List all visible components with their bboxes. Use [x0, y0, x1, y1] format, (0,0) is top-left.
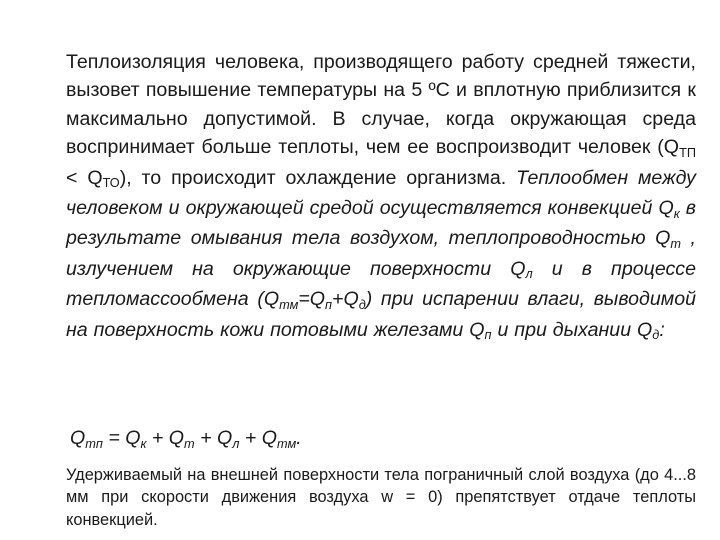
text-run: , излучением на окружающие поверхности Q [66, 227, 696, 280]
formula-term: . [296, 427, 302, 449]
formula-term: + Q [146, 427, 185, 449]
text-run: Теплообмен между человеком и окружающей средой осуществляется конвекцией Q [66, 166, 696, 220]
subscript: тм [277, 435, 297, 451]
subscript: л [232, 435, 240, 451]
text-run: Теплоизоляция человека, производящего работу средней тяжести, вызовет повышение температуры на 5 ºС и вплотную приблизится к максимально допустимой. В случае, когда окружающая среда воспринимает больше теплоты, чем ее воспроизводит человек (Q [66, 51, 696, 159]
subscript: л [525, 266, 533, 282]
formula-term: + Q [239, 427, 277, 449]
subscript: к [140, 435, 147, 451]
heat-balance-formula [70, 424, 670, 454]
formula-term: Q [70, 427, 86, 449]
subscript: тп [85, 435, 103, 451]
italic-definition [66, 167, 696, 341]
text-run: ), то происходит охлаждение организма. [119, 166, 517, 189]
text-run: в результате омывания тела воздухом, теплопроводностью Q [66, 197, 696, 250]
text-run: < Q [66, 166, 103, 189]
text-run: : [659, 318, 665, 341]
text-run: и в процессе тепломассообмена (Q [66, 257, 696, 311]
text-run: +Q [332, 288, 359, 311]
text-run: =Q [298, 288, 325, 311]
paragraph-boundary-layer: Удерживаемый на внешней поверхности тела пограничный слой воздуха (до 4...8 мм при скорости движения воздуха w = 0) препятствует отдаче теплоты конвекцией. [66, 466, 696, 529]
subscript: т [670, 236, 681, 251]
subscript: п [325, 296, 333, 312]
subscript: д [358, 296, 366, 312]
subscript: п [484, 327, 492, 343]
text-run: ) при испарении влаги, выводимой на поверхность кожи потовыми железами Q [66, 288, 696, 341]
subscript: ТП [679, 144, 696, 160]
subscript: т [184, 435, 195, 451]
subscript: к [673, 205, 680, 221]
subscript: д [652, 327, 660, 343]
subscript: тм [279, 296, 299, 312]
formula-term: + Q [194, 427, 233, 449]
paragraph-heat-exchange [66, 48, 696, 346]
subscript: ТО [102, 175, 120, 191]
formula-term: = Q [102, 427, 141, 449]
text-run: и при дыхании Q [491, 318, 653, 341]
